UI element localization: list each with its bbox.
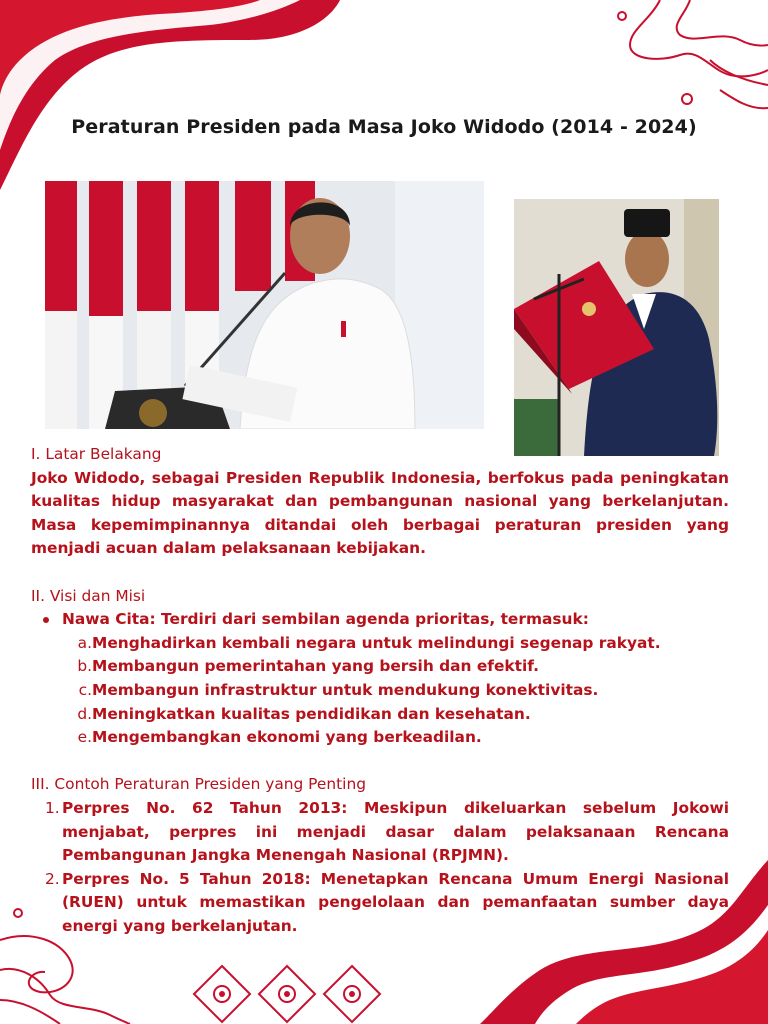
numbered-item — [31, 797, 729, 868]
bottom-ornament-decoration — [190, 962, 385, 1024]
numbered-item — [31, 868, 729, 939]
left-photo — [45, 181, 484, 429]
list-item — [31, 703, 729, 727]
section-heading-latar-belakang: I. Latar Belakang — [31, 445, 162, 463]
president-reading-image — [514, 199, 719, 456]
page-title: Peraturan Presiden pada Masa Joko Widodo (2014 - 2024) — [71, 116, 697, 138]
list-item-text: Menghadirkan kembali negara untuk melindungi segenap rakyat. — [92, 633, 661, 652]
list-item-text: Membangun infrastruktur untuk mendukung konektivitas. — [92, 680, 599, 699]
list-marker: b. — [77, 657, 92, 676]
list-item — [31, 679, 729, 703]
numbered-item-text: Perpres No. 62 Tahun 2013: Meskipun dikeluarkan sebelum Jokowi menjabat, perpres ini menjadi dasar dalam pelaksanaan Rencana Pembangunan Jangka Menengah Nasional (RPJMN). — [62, 798, 729, 865]
list-item — [31, 655, 729, 679]
document-body — [31, 443, 729, 938]
numbered-marker: 2. — [45, 869, 60, 888]
section-heading-contoh-perpres: III. Contoh Peraturan Presiden yang Penting — [31, 775, 366, 794]
list-item-text: Mengembangkan ekonomi yang berkeadilan. — [92, 728, 482, 747]
numbered-marker: 1. — [45, 798, 60, 817]
list-marker: c. — [78, 680, 92, 699]
section-heading-visi-misi: II. Visi dan Misi — [31, 586, 146, 605]
list-item-text: Membangun pemerintahan yang bersih dan efektif. — [92, 657, 539, 676]
section-paragraph-latar-belakang: Joko Widodo, sebagai Presiden Republik Indonesia, berfokus pada peningkatan kualitas hidup masyarakat dan pembangunan nasional yang berkelanjutan. Masa kepemimpinannya ditandai oleh berbagai peraturan presiden yang menjadi acuan dalam pelaksanaan kebijakan. — [31, 468, 729, 558]
top-left-wave-decoration — [0, 0, 360, 200]
list-item — [31, 726, 729, 750]
list-marker: d. — [77, 704, 92, 723]
list-marker: a. — [77, 633, 92, 652]
right-photo — [514, 199, 719, 456]
list-item-text: Meningkatkan kualitas pendidikan dan kesehatan. — [92, 704, 531, 723]
numbered-item-text: Perpres No. 5 Tahun 2018: Menetapkan Rencana Umum Energi Nasional (RUEN) untuk memastikan pengelolaan dan pemanfaatan sumber daya energi yang berkelanjutan. — [62, 869, 729, 935]
president-speaking-image — [45, 181, 484, 429]
bullet-dot — [43, 617, 49, 623]
bullet-text: Nawa Cita: Terdiri dari sembilan agenda prioritas, termasuk: — [62, 610, 589, 629]
bullet-item-nawa-cita — [31, 608, 729, 632]
list-marker: e. — [77, 728, 92, 747]
list-item — [31, 632, 729, 656]
